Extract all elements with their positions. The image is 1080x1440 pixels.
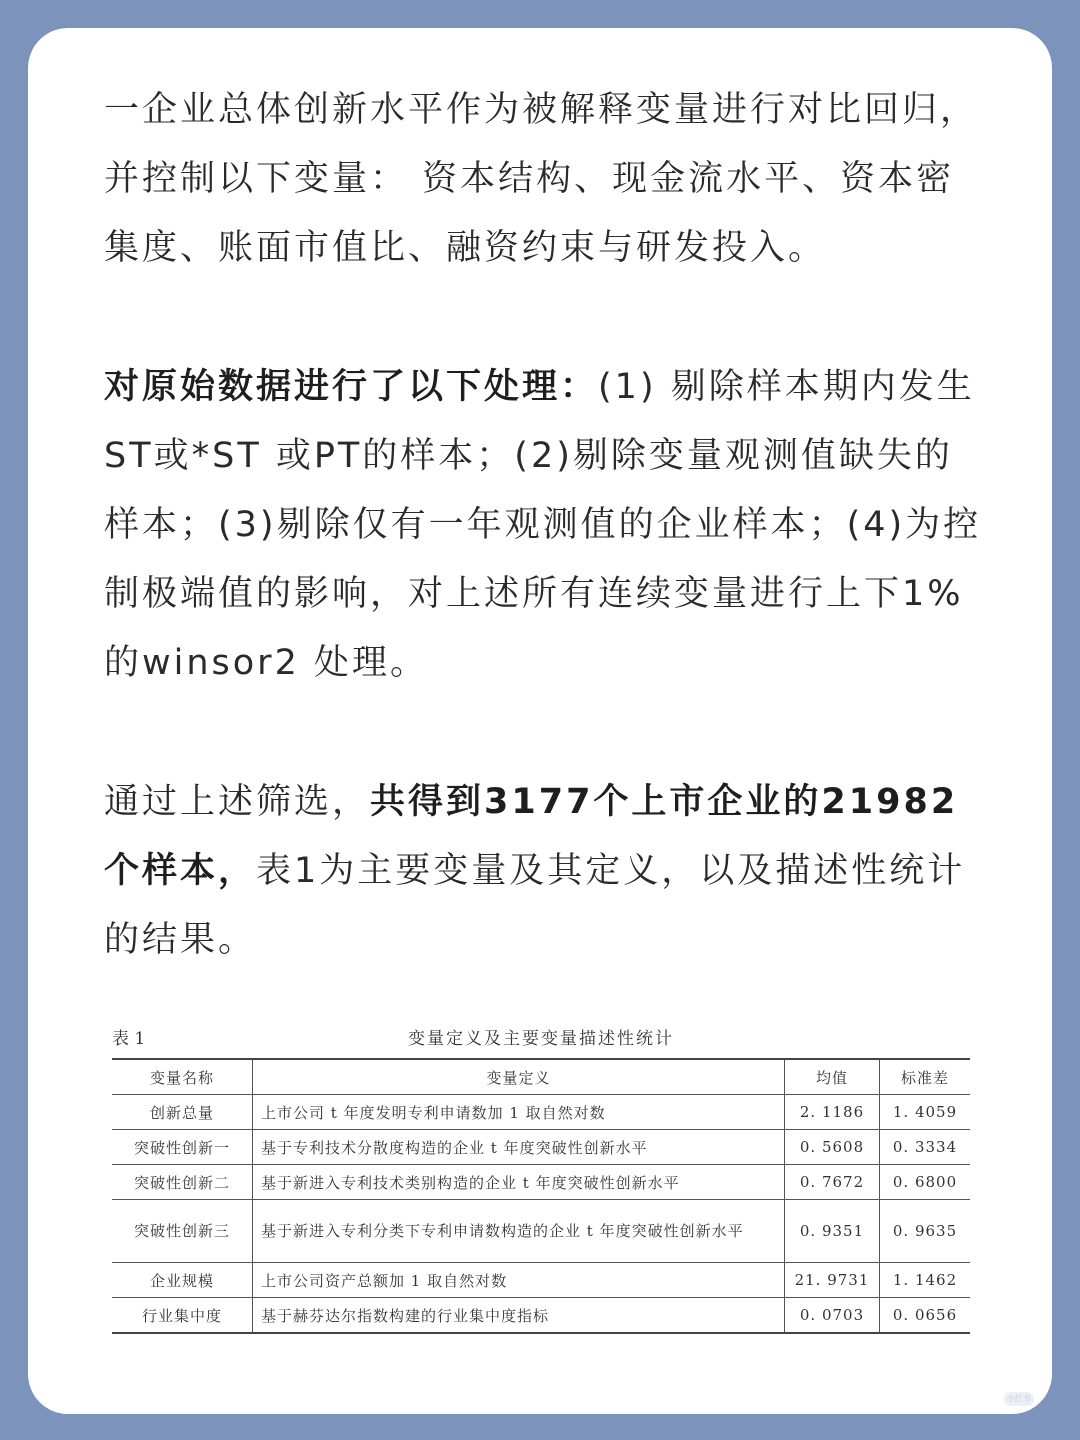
watermark-logo: 小红书 [1004, 1392, 1034, 1406]
paragraph-sample-summary [104, 768, 984, 975]
table-header-row [112, 1059, 970, 1095]
cell-mean: 21. 9731 [785, 1263, 880, 1298]
cell-definition: 基于新进入专利技术类别构造的企业 t 年度突破性创新水平 [253, 1165, 785, 1200]
cell-definition: 基于专利技术分散度构造的企业 t 年度突破性创新水平 [253, 1130, 785, 1165]
cell-mean: 2. 1186 [785, 1095, 880, 1130]
cell-mean: 0. 7672 [785, 1165, 880, 1200]
cell-mean: 0. 0703 [785, 1298, 880, 1334]
header-variable-definition: 变量定义 [253, 1059, 785, 1095]
content-card [28, 28, 1052, 1414]
cell-name: 突破性创新二 [112, 1165, 253, 1200]
cell-sd: 1. 1462 [880, 1263, 971, 1298]
cell-name: 行业集中度 [112, 1298, 253, 1334]
table-label: 表 1 [112, 1029, 146, 1049]
header-variable-name: 变量名称 [112, 1059, 253, 1095]
cell-mean: 0. 9351 [785, 1200, 880, 1263]
table-row [112, 1165, 970, 1200]
paragraph-sample-tail: 表1为主要变量及其定义，以及描述性统计的结果。 [104, 851, 966, 960]
table-row [112, 1263, 970, 1298]
cell-sd: 1. 4059 [880, 1095, 971, 1130]
variable-table [112, 1024, 970, 1334]
cell-mean: 0. 5608 [785, 1130, 880, 1165]
cell-name: 突破性创新三 [112, 1200, 253, 1263]
cell-sd: 0. 3334 [880, 1130, 971, 1165]
header-mean: 均值 [785, 1059, 880, 1095]
table-row [112, 1130, 970, 1165]
table-row [112, 1298, 970, 1334]
paragraph-sample-lead: 通过上述筛选， [104, 782, 371, 822]
cell-sd: 0. 6800 [880, 1165, 971, 1200]
cell-definition: 上市公司 t 年度发明专利申请数加 1 取自然对数 [253, 1095, 785, 1130]
cell-sd: 0. 9635 [880, 1200, 971, 1263]
cell-definition: 基于新进入专利分类下专利申请数构造的企业 t 年度突破性创新水平 [253, 1200, 785, 1263]
stats-table [112, 1058, 970, 1334]
table-caption [112, 1024, 970, 1058]
cell-sd: 0. 0656 [880, 1298, 971, 1334]
cell-name: 创新总量 [112, 1095, 253, 1130]
cell-definition: 上市公司资产总额加 1 取自然对数 [253, 1263, 785, 1298]
paragraph-control-variables: 一企业总体创新水平作为被解释变量进行对比回归，并控制以下变量： 资本结构、现金流水平、资本密集度、账面市值比、融资约束与研发投入。 [104, 90, 979, 268]
cell-name: 企业规模 [112, 1263, 253, 1298]
table-title: 变量定义及主要变量描述性统计 [408, 1029, 674, 1049]
table-row [112, 1200, 970, 1263]
cell-name: 突破性创新一 [112, 1130, 253, 1165]
paragraph-sample-count: 共得到3177个上市企业的21982个样本， [104, 782, 959, 891]
paragraph-data-processing-body: (1) 剔除样本期内发生ST或*ST 或PT的样本；(2)剔除变量观测值缺失的样本；(3)剔除仅有一年观测值的企业样本；(4)为控制极端值的影响，对上述所有连续变量进行上下1%的winsor2 处理。 [104, 367, 982, 683]
paragraph-data-processing [104, 353, 984, 698]
table-row [112, 1095, 970, 1130]
paragraph-data-processing-heading: 对原始数据进行了以下处理： [104, 367, 599, 407]
header-std-dev: 标准差 [880, 1059, 971, 1095]
cell-definition: 基于赫芬达尔指数构建的行业集中度指标 [253, 1298, 785, 1334]
